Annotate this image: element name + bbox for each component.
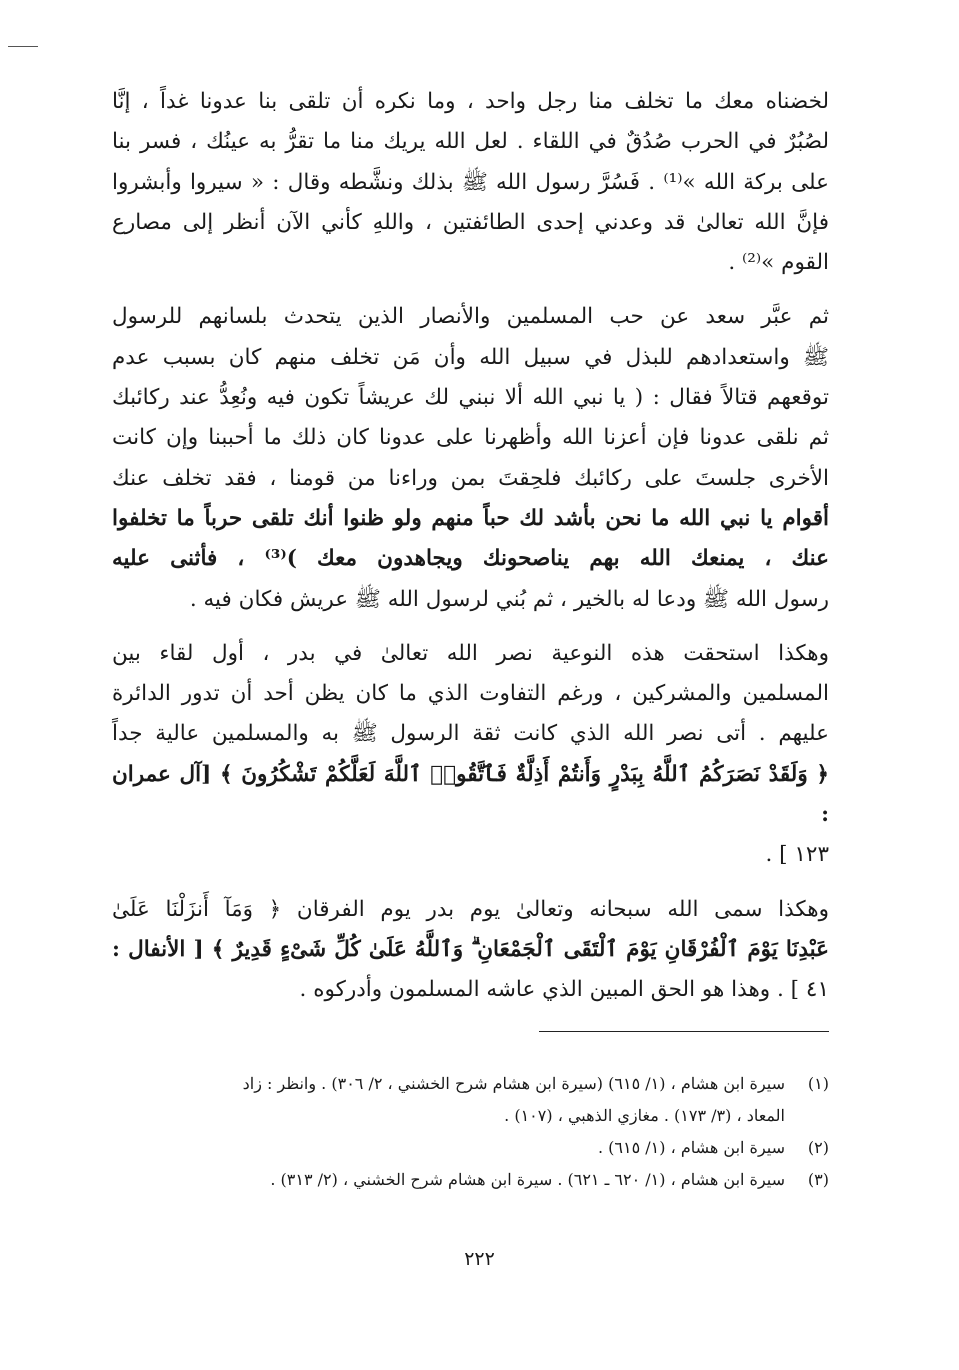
paragraph-1 — [112, 82, 829, 283]
footnote-2 — [112, 1132, 829, 1164]
text-line: ﷺ واستعدادهم للبذل في سبيل الله وأن مَن تخلف منهم كان بسبب عدم — [112, 344, 829, 370]
footnote-text: المعاد ، (٣/ ١٧٣) . مغازي الذهبي ، (١٠٧) . — [504, 1105, 785, 1125]
text-line: ثم نلقى عدونا فإن أعزنا الله وأظهرنا على عدونا كان ذلك ما أحببنا وإن كانت — [112, 425, 829, 451]
footnotes — [112, 1068, 829, 1196]
text-line: توقعهم قتالاً فقال : ( يا نبي الله ألا نبني لك عريشاً تكون فيه ونُعِدُّ عند ركائبك — [112, 385, 829, 411]
paragraph-3 — [112, 634, 829, 876]
footnote-text: سيرة ابن هشام ، (١/ ٦١٥) (سيرة ابن هشام شرح الخشني ، ٢/ ٣٠٦) . وانظر : زاد — [242, 1073, 785, 1093]
text-line: لصُبُرٌ في الحرب صُدُقٌ في اللقاء . لعل الله يريك منا ما تقرُّ به عينُك ، فسر بنا — [112, 129, 829, 155]
text-line: لخضناه معك ما تخلف منا رجل واحد ، وما نكره أن تلقى بنا عدونا غداً ، إنَّا — [112, 89, 829, 114]
text-line: وهكذا سمى الله سبحانه وتعالىٰ يوم بدر يوم الفرقان ﴿ وَمَآ أَنزَلْنَا عَلَىٰ — [112, 896, 829, 922]
text-line: فإنَّ الله تعالىٰ قد وعدني إحدى الطائفتين ، واللهِ كأني الآن أنظر إلى مصارع — [112, 209, 829, 235]
text-line: رسول الله ﷺ ودعا له بالخير ، ثم بُني لرسول الله ﷺ عريش فكان فيه . — [189, 586, 829, 612]
corner-crop-mark — [8, 46, 38, 47]
footnote-3 — [112, 1164, 829, 1196]
footnote-text: سيرة ابن هشام ، (١/ ٦١٥) . — [597, 1137, 785, 1157]
text-line: ثم عبَّر سعد عن حب المسلمين والأنصار الذين يتحدث بلسانهم للرسول — [112, 304, 829, 330]
footnote-text: سيرة ابن هشام ، (١/ ٦٢٠ ـ ٦٢١) . سيرة ابن هشام شرح الخشني ، (٢/ ٣١٣) . — [270, 1169, 785, 1189]
footnote-number: (٢) — [807, 1137, 829, 1157]
text-line: وهكذا استحقت هذه النوعية نصر الله تعالىٰ في بدر ، أول لقاء بين — [112, 640, 829, 666]
page-number: ٢٢٢ — [464, 1248, 495, 1270]
text-line: الأخرى جلستَ على ركائبك فلحِقتَ بمن وراءنا من قومنا ، فقد تخلف عنك — [112, 465, 829, 491]
quran-verse-line: ﴿ وَلَقَدْ نَصَرَكُمُ ٱللَّهُ بِبَدْرٍ وَأَنتُمْ أَذِلَّةٌ فَٱتَّقُوا۟ ٱللَّهَ لَعَلَّكُمْ تَشْكُرُونَ ﴾ [آل عمران : — [112, 761, 829, 828]
page-body — [112, 82, 829, 1196]
footnote-1 — [112, 1068, 829, 1132]
text-line-bold: أقوام يا نبي الله ما نحن بأشد لك حباً منهم ولو ظنوا أنك تلقى حرباً ما تخلفوا — [112, 505, 829, 531]
text-line: ١٢٣ ] . — [765, 842, 829, 868]
text-line: المسلمين والمشركين ، ورغم التفاوت الذي ما كان يظن أحد أن تدور الدائرة — [112, 681, 829, 707]
text-line-bold: عنك ، يمنعك الله بهم يناصحونك ويجاهدون معك )⁽³⁾ ، فأثنى عليه — [112, 546, 829, 572]
text-line: ٤١ ] . وهذا هو الحق المبين الذي عاشه المسلمون وأدركوه . — [299, 977, 829, 1003]
text-line: القوم »⁽²⁾ . — [728, 250, 829, 276]
text-line: على بركة الله »⁽¹⁾ . فَسُرَّ رسول الله ﷺ بذلك ونشَّطه وقال : « سيروا وأبشروا — [112, 169, 829, 195]
footnote-number: (٣) — [807, 1169, 829, 1189]
paragraph-2 — [112, 297, 829, 619]
footnote-divider — [539, 1031, 829, 1032]
paragraph-4 — [112, 890, 829, 1011]
text-line: عليهم . أتى نصر الله الذي كانت ثقة الرسول ﷺ به والمسلمين عالية جداً — [112, 721, 829, 747]
quran-verse-line: عَبْدِنَا يَوْمَ ٱلْفُرْقَانِ يَوْمَ ٱلْتَقَى ٱلْجَمْعَانِ ۗ وَٱللَّهُ عَلَىٰ كُلِّ شَىْءٍ قَدِيرٌ ﴾ [ الأنفال : — [112, 936, 829, 962]
footnote-number: (١) — [807, 1073, 829, 1093]
